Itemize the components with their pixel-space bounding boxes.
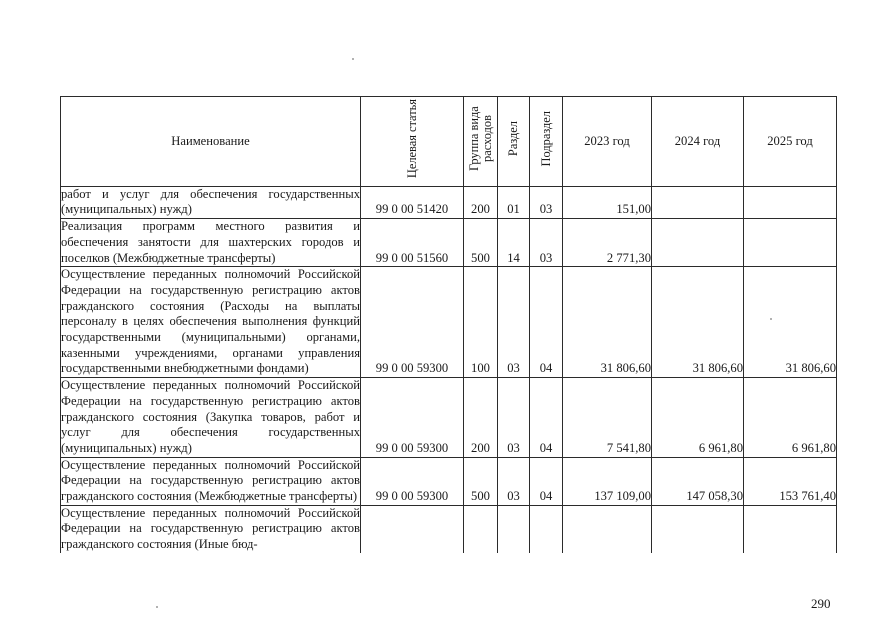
cell-section: 03 (498, 378, 530, 458)
cell-2023: 7 541,80 (563, 378, 652, 458)
cell-section: 03 (498, 457, 530, 505)
header-2025: 2025 год (744, 97, 837, 187)
scan-speck (352, 58, 354, 60)
cell-name: работ и услуг для обеспечения государственных (муниципальных) нужд) (61, 186, 361, 218)
cell-2023: 2 771,30 (563, 219, 652, 267)
cell-subsection: 04 (530, 378, 563, 458)
table-row (61, 505, 837, 553)
cell-group: 100 (464, 267, 498, 378)
header-target: Целевая статья (361, 97, 464, 187)
cell-2025 (744, 186, 837, 218)
cell-target: 99 0 00 59300 (361, 378, 464, 458)
cell-2023: 31 806,60 (563, 267, 652, 378)
cell-target: 99 0 00 59300 (361, 457, 464, 505)
cell-section (498, 505, 530, 553)
cell-group: 500 (464, 219, 498, 267)
cell-name: Осуществление переданных полномочий Российской Федерации на государственную регистрацию актов гражданского состояния (Межбюджетные трансферты) (61, 457, 361, 505)
cell-target: 99 0 00 51420 (361, 186, 464, 218)
cell-group: 200 (464, 186, 498, 218)
cell-section: 03 (498, 267, 530, 378)
budget-table (60, 96, 837, 553)
cell-name: Осуществление переданных полномочий Российской Федерации на государственную регистрацию актов гражданского состояния (Иные бюд- (61, 505, 360, 552)
cell-2023: 137 109,00 (563, 457, 652, 505)
cell-section: 14 (498, 219, 530, 267)
cell-2025 (744, 219, 837, 267)
cell-name: Осуществление переданных полномочий Российской Федерации на государственную регистрацию актов гражданского состояния (Расходы на выплаты персоналу в целях обеспечения выполнения функций государственными (муниципальными) органами, казенными учреждениями, органами управления государственными внебюджетными фондами) (61, 267, 361, 378)
header-2024: 2024 год (652, 97, 744, 187)
table-row (61, 457, 837, 505)
cell-name: Осуществление переданных полномочий Российской Федерации на государственную регистрацию актов гражданского состояния (Закупка товаров, работ и услуг для обеспечения государственных (муниципальных) нужд) (61, 378, 361, 458)
cell-2023: 151,00 (563, 186, 652, 218)
cell-subsection: 04 (530, 267, 563, 378)
header-name: Наименование (61, 97, 361, 187)
cell-group (464, 505, 498, 553)
cell-2025: 31 806,60 (744, 267, 837, 378)
cell-name: Реализация программ местного развития и обеспечения занятости для шахтерских городов и поселков (Межбюджетные трансферты) (61, 219, 361, 267)
table-row (61, 267, 837, 378)
scan-speck (156, 606, 158, 608)
cell-section: 01 (498, 186, 530, 218)
cell-2024 (652, 186, 744, 218)
cell-subsection (530, 505, 563, 553)
cell-2025: 153 761,40 (744, 457, 837, 505)
cell-2024 (652, 505, 744, 553)
header-group: Группа вида расходов (464, 97, 498, 187)
cell-2025 (744, 505, 837, 553)
cell-target: 99 0 00 51560 (361, 219, 464, 267)
table-header-row (61, 97, 837, 187)
cell-2024: 147 058,30 (652, 457, 744, 505)
cell-group: 500 (464, 457, 498, 505)
page-number: 290 (811, 596, 831, 611)
cell-target: 99 0 00 59300 (361, 267, 464, 378)
table-row (61, 186, 837, 218)
cell-2025: 6 961,80 (744, 378, 837, 458)
cell-2024 (652, 219, 744, 267)
cell-2024: 6 961,80 (652, 378, 744, 458)
header-2023: 2023 год (563, 97, 652, 187)
cell-2023 (563, 505, 652, 553)
cell-subsection: 03 (530, 186, 563, 218)
cell-target (361, 505, 464, 553)
table-row (61, 219, 837, 267)
cell-group: 200 (464, 378, 498, 458)
header-subsection: Подраздел (530, 97, 563, 187)
cell-subsection: 04 (530, 457, 563, 505)
scan-speck (770, 318, 772, 320)
cell-subsection: 03 (530, 219, 563, 267)
table-row (61, 378, 837, 458)
header-section: Раздел (498, 97, 530, 187)
cell-2024: 31 806,60 (652, 267, 744, 378)
